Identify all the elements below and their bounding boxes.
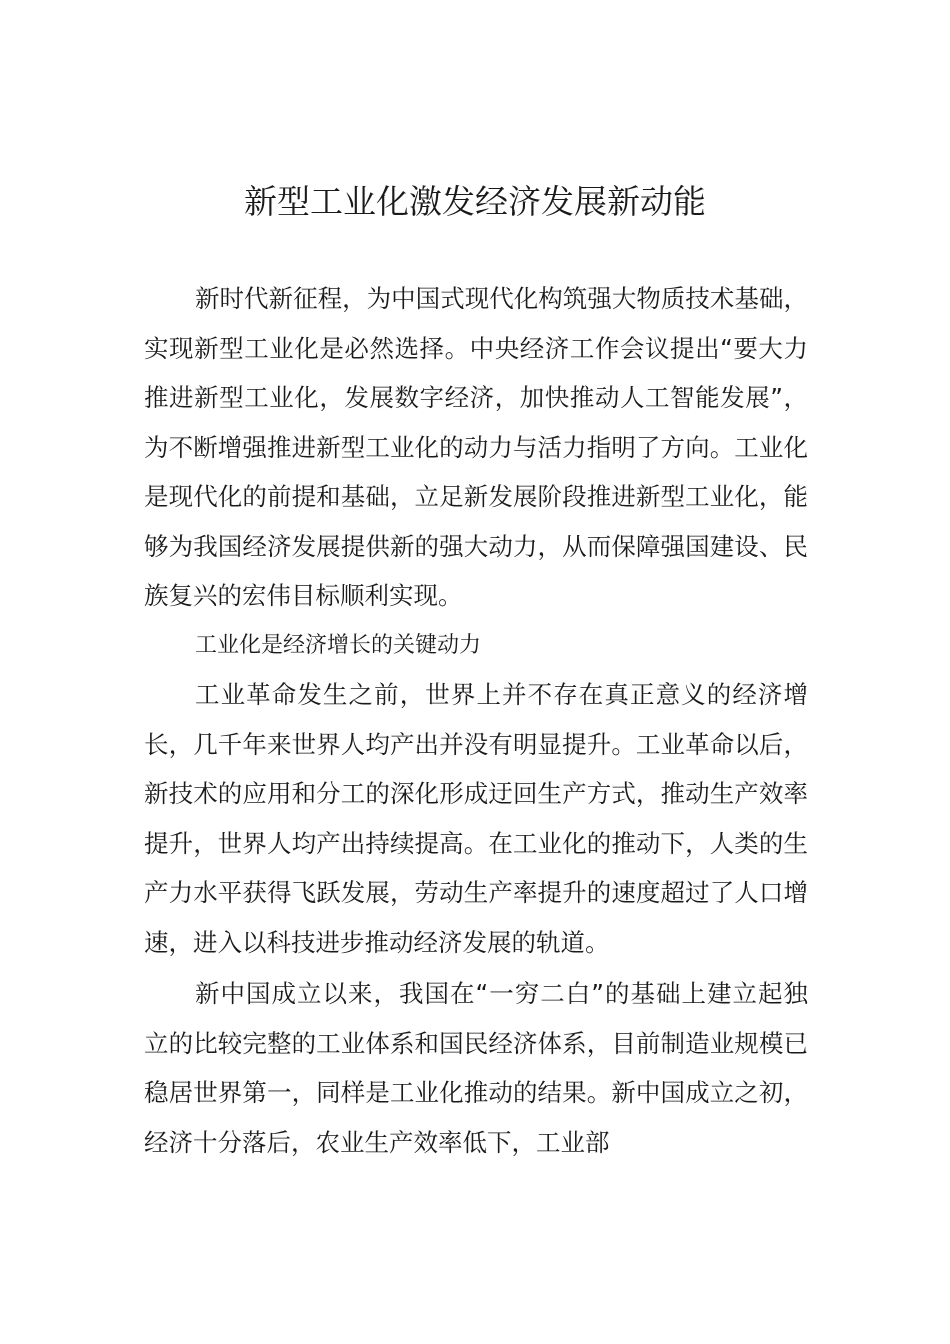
document-title: 新型工业化激发经济发展新动能	[244, 182, 706, 221]
paragraph-new-china: 新中国成立以来，我国在“一穷二白”的基础上建立起独立的比较完整的工业体系和国民经济体系，目前制造业规模已稳居世界第一，同样是工业化推动的结果。新中国成立之初，经济十分落后，农业生产效率低下，工业部	[144, 979, 808, 1157]
paragraph-industrial-revolution: 工业革命发生之前，世界上并不存在真正意义的经济增长，几千年来世界人均产出并没有明显提升。工业革命以后，新技术的应用和分工的深化形成迂回生产方式，推动生产效率提升，世界人均产出持续提高。在工业化的推动下，人类的生产力水平获得飞跃发展，劳动生产率提升的速度超过了人口增速，进入以科技进步推动经济发展的轨道。	[144, 680, 808, 957]
paragraph-intro: 新时代新征程，为中国式现代化构筑强大物质技术基础，实现新型工业化是必然选择。中央经济工作会议提出“要大力推进新型工业化，发展数字经济，加快推动人工智能发展”，为不断增强推进新型工业化的动力与活力指明了方向。工业化是现代化的前提和基础，立足新发展阶段推进新型工业化，能够为我国经济发展提供新的强大动力，从而保障强国建设、民族复兴的宏伟目标顺利实现。	[144, 284, 808, 610]
section-heading: 工业化是经济增长的关键动力	[195, 632, 482, 658]
document-body	[144, 274, 808, 1167]
